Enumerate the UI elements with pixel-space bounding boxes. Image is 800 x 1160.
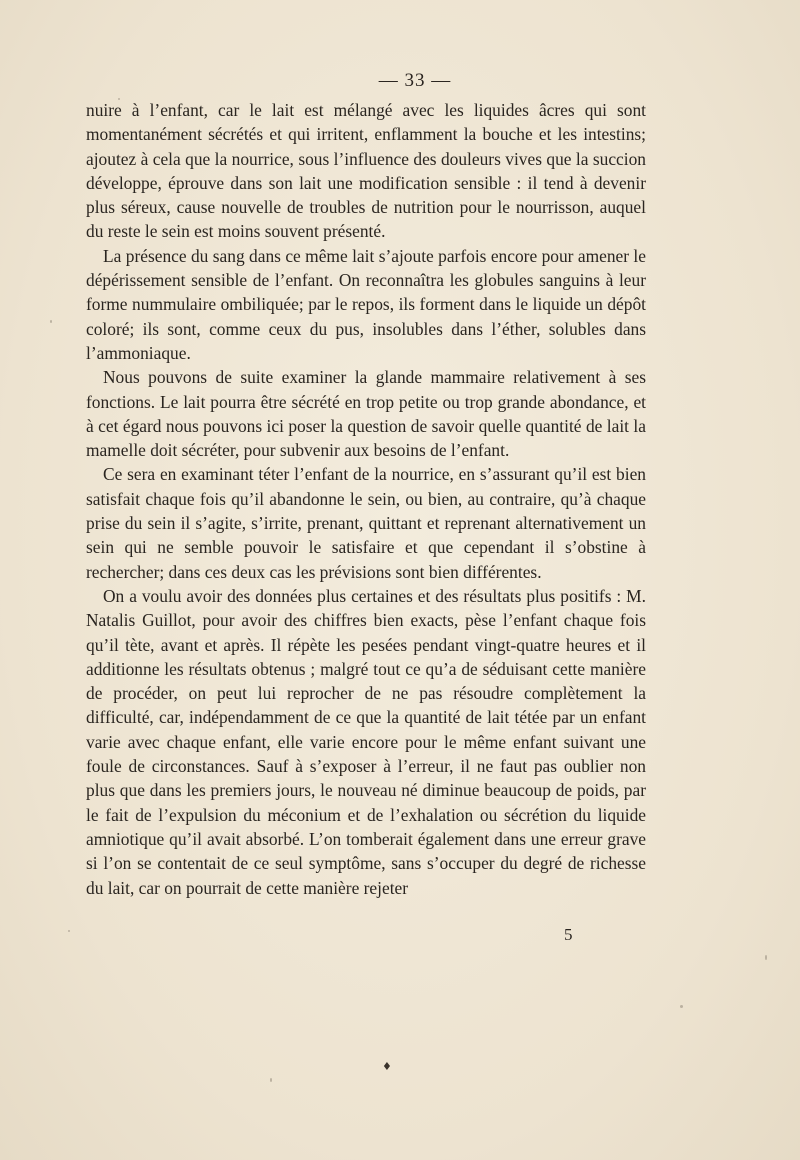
paper-speck xyxy=(680,1005,683,1008)
paragraph-5: On a voulu avoir des données plus certaines et des résultats plus positifs : M. Natalis Guillot, pour avoir des chiffres bien exacts, pèse l’enfant chaque fois qu’il tète, avant et après. Il répète les pesées pendant vingt-quatre heures et il additionne les résultats obtenus ; malgré tout ce qu’a de séduisant cette manière de procéder, on peut lui reprocher de ne pas résoudre complètement la difficulté, car, indépendamment de ce que la quantité de lait tétée par un enfant varie avec chaque enfant, elle varie encore pour le même enfant suivant une foule de circonstances. Sauf à s’exposer à l’erreur, il ne faut pas oublier non plus que dans les premiers jours, le nouveau né diminue beaucoup de poids, par le fait de l’expulsion du méconium et de l’exhalation ou sécrétion du liquide amniotique qu’il avait absorbé. L’on tomberait également dans une erreur grave si l’on se contentait de ce seul symptôme, sans s’occuper du degré de richesse du lait, car on pourrait de cette manière rejeter xyxy=(86,585,646,898)
page-header xyxy=(0,70,800,92)
body-text xyxy=(86,98,646,900)
paper-speck xyxy=(270,1078,272,1082)
page-number: — 33 — xyxy=(378,70,452,91)
paragraph-4: Ce sera en examinant téter l’enfant de la nourrice, en s’assurant qu’il est bien satisfait chaque fois qu’il abandonne le sein, ou bien, au contraire, qu’à chaque prise du sein il s’agite, s’irrite, prenant, quittant et reprenant alternativement un sein qui ne semble pouvoir le satisfaire et que cependant il s’obstine à rechercher; dans ces deux cas les prévisions sont bien différentes. xyxy=(86,464,646,582)
ornament-icon: ♦ xyxy=(382,1060,392,1073)
paper-speck xyxy=(50,320,52,323)
paper-speck xyxy=(765,955,767,960)
paper-speck xyxy=(118,98,120,100)
signature-mark: 5 xyxy=(564,925,573,944)
paragraph-3: Nous pouvons de suite examiner la glande mammaire relativement à ses fonctions. Le lait pourra être sécrété en trop petite ou trop grande abondance, et à cet égard nous pouvons ici poser la question de savoir quelle quantité de lait la mamelle doit sécréter, pour subvenir aux besoins de l’enfant. xyxy=(86,367,646,461)
paragraph-2: La présence du sang dans ce même lait s’ajoute parfois encore pour amener le dépérissement sensible de l’enfant. On reconnaîtra les globules sanguins à leur forme nummulaire ombiliquée; par le repos, ils forment dans le liquide un dépôt coloré; ils sont, comme ceux du pus, insolubles dans l’éther, solubles dans l’ammoniaque. xyxy=(86,245,646,363)
paragraph-1: nuire à l’enfant, car le lait est mélangé avec les liquides âcres qui sont momentanément sécrétés et qui irritent, enflamment la bouche et les intestins; ajoutez à cela que la nourrice, sous l’influence des douleurs vives que la succion développe, éprouve dans son lait une modification sensible : il tend à devenir plus séreux, cause nouvelle de troubles de nutrition pour le nourrisson, auquel du reste le sein est moins souvent présenté. xyxy=(86,100,646,242)
paper-speck xyxy=(68,930,70,932)
